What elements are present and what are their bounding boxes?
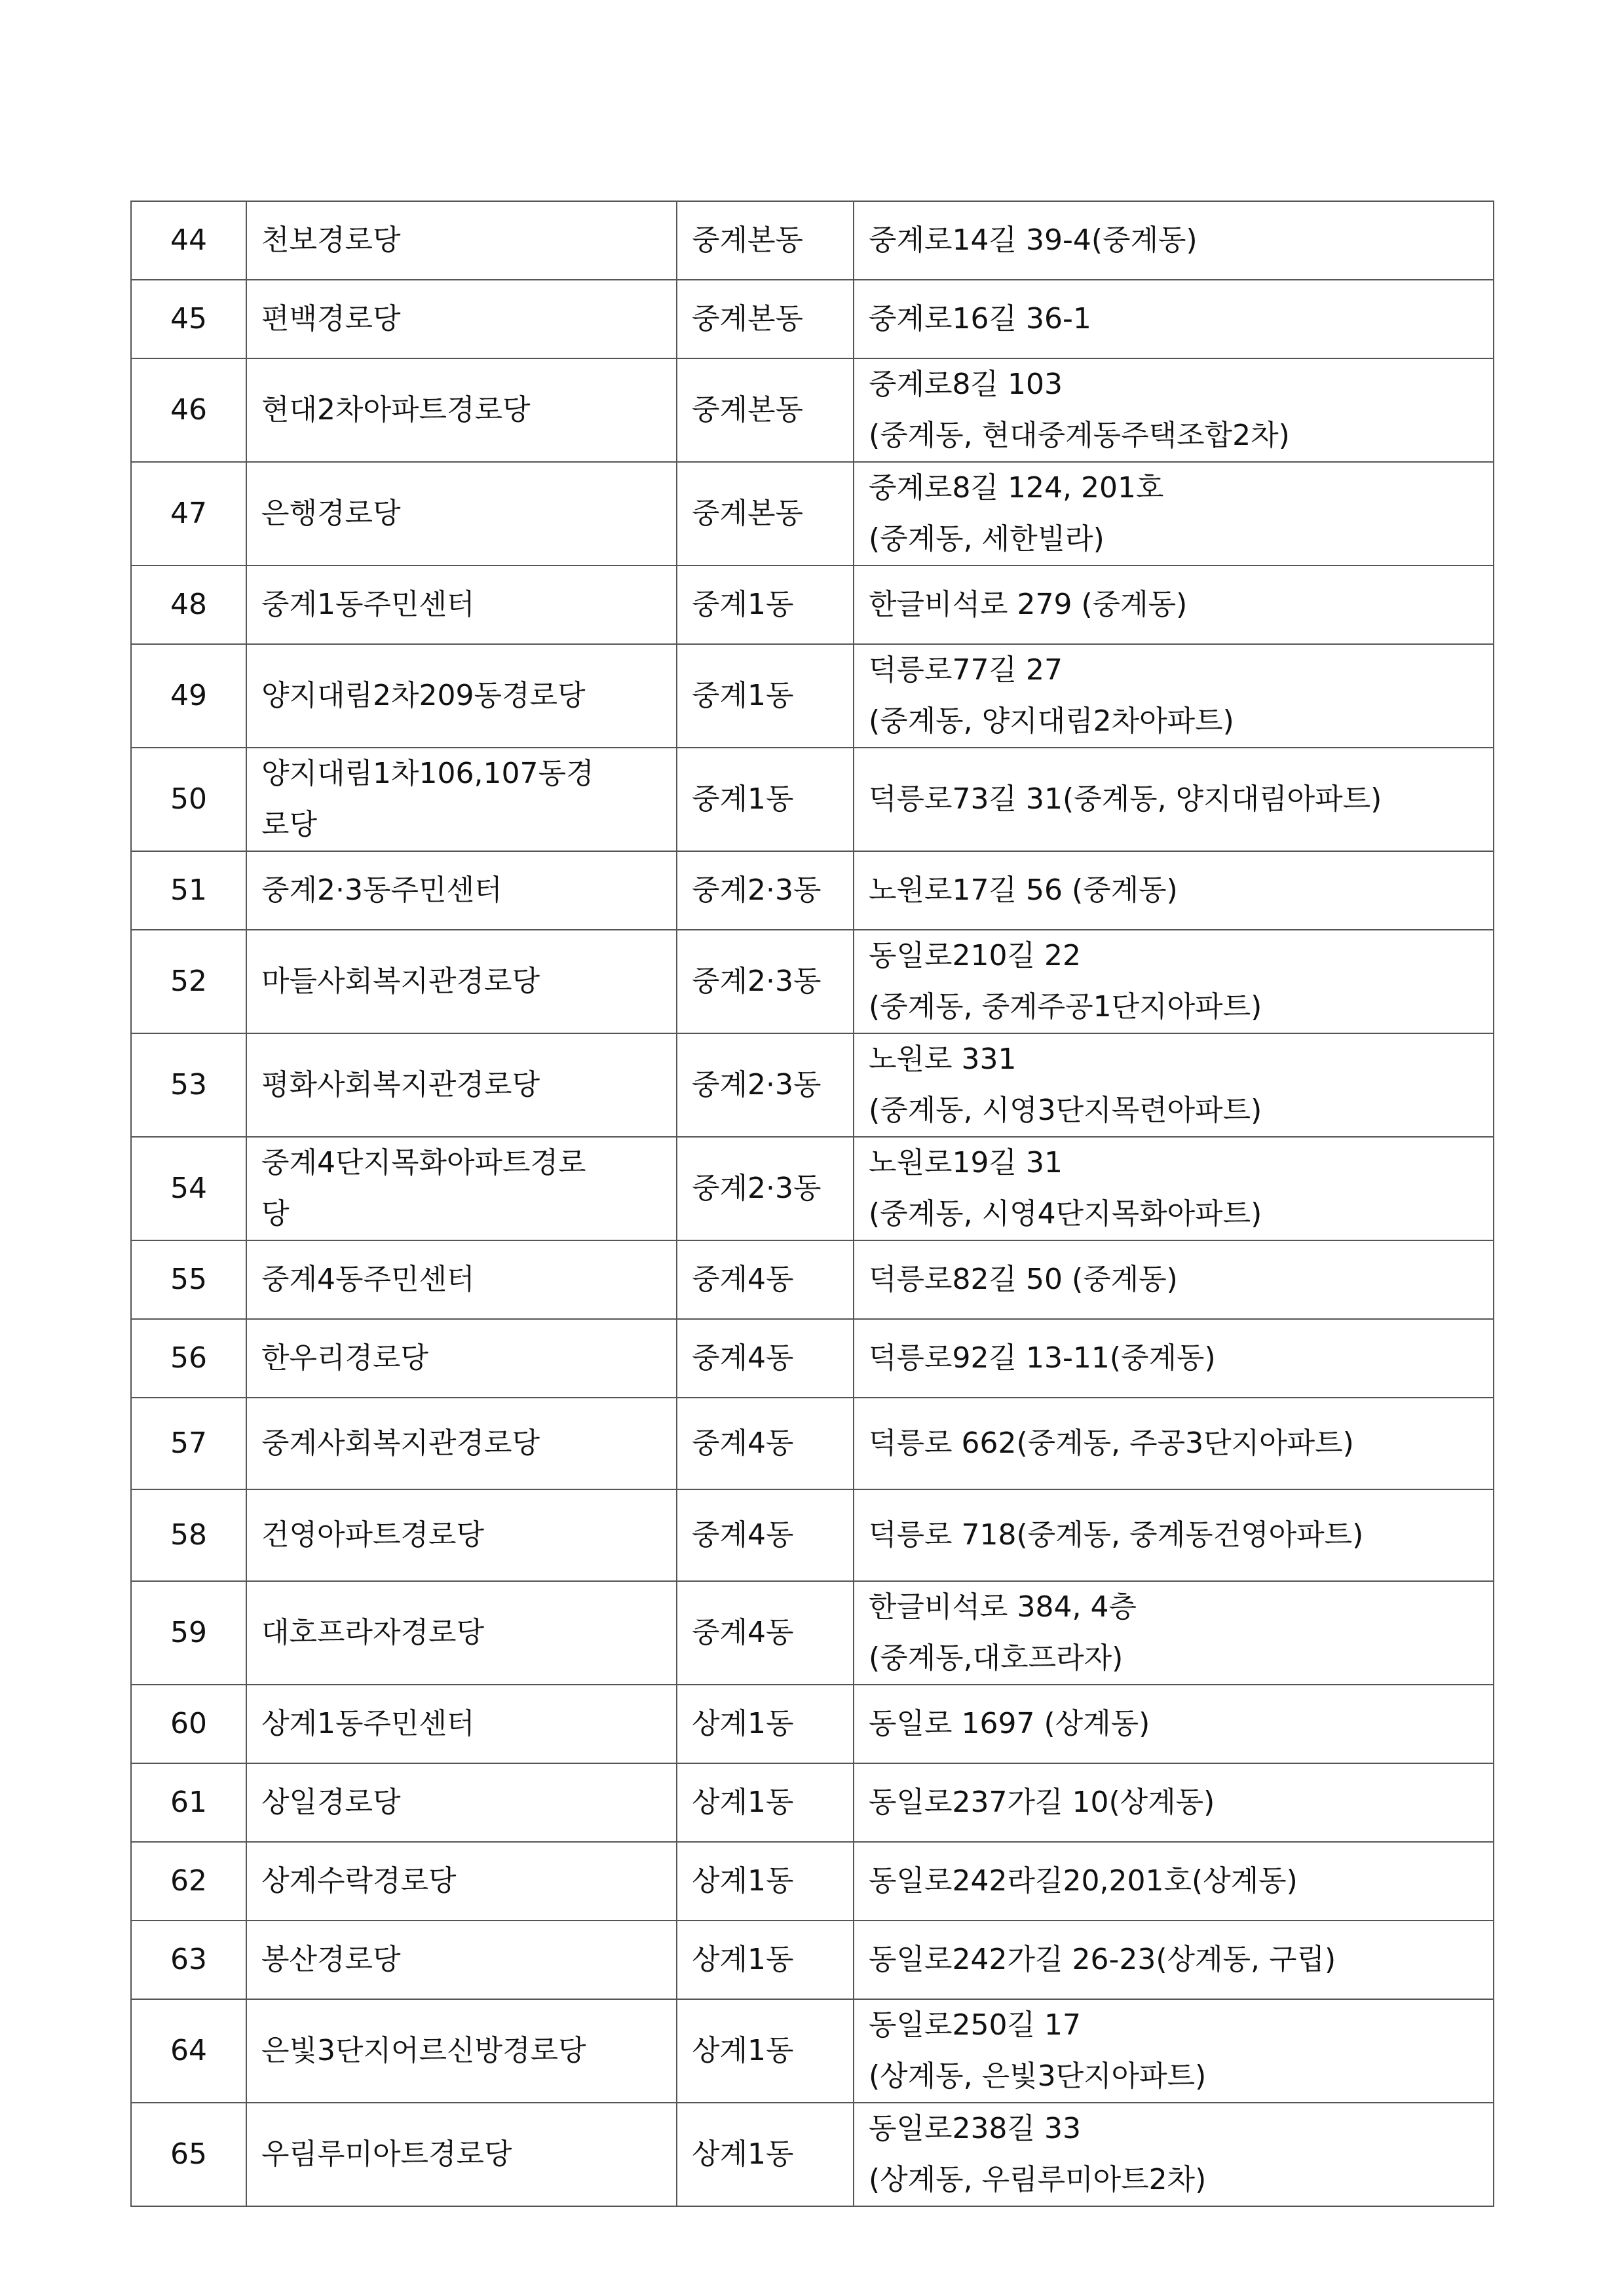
facility-address-line: (중계동, 중계주공1단지아파트) [869,990,1262,1024]
row-number: 59 [131,1581,246,1685]
facility-name-line: 건영아파트경로당 [261,1518,485,1552]
facility-address [854,1240,1494,1319]
facility-address-line: 덕릉로82길 50 (중계동) [869,1263,1178,1296]
facility-address [854,462,1494,565]
facility-name [246,1763,677,1842]
facility-name-line: 우림루미아트경로당 [261,2137,512,2171]
district-name: 중계본동 [677,280,854,358]
row-number: 54 [131,1137,246,1240]
district-name: 중계4동 [677,1581,854,1685]
facility-name [246,1581,677,1685]
facility-address [854,1842,1494,1921]
facility-name-line: 대호프라자경로당 [261,1616,485,1649]
facility-address [854,280,1494,358]
district-name: 중계4동 [677,1240,854,1319]
facility-name [246,851,677,930]
facility-address-line: 동일로250길 17 [869,2008,1081,2042]
facility-address [854,2103,1494,2206]
facility-name-line: 당 [261,1197,290,1231]
row-number: 46 [131,358,246,462]
facility-address-line: 덕릉로92길 13-11(중계동) [869,1341,1216,1375]
row-number: 60 [131,1685,246,1763]
facility-name [246,1240,677,1319]
facility-name [246,1842,677,1921]
facility-name [246,358,677,462]
district-name: 중계4동 [677,1319,854,1398]
facility-address-line: (중계동, 양지대림2차아파트) [869,704,1234,738]
row-number: 50 [131,748,246,851]
district-name: 중계본동 [677,201,854,280]
facility-address [854,1921,1494,1999]
facility-name-line: 중계사회복지관경로당 [261,1426,540,1460]
facility-name [246,201,677,280]
facility-name-line: 은빛3단지어르신방경로당 [261,2034,586,2067]
table-body [131,201,1494,2206]
facility-name-line: 로당 [261,808,318,841]
facility-name [246,1489,677,1581]
facility-name-line: 평화사회복지관경로당 [261,1068,540,1101]
facility-address-line: 덕릉로73길 31(중계동, 양지대림아파트) [869,782,1382,816]
facility-address-line: (중계동, 현대중계동주택조합2차) [869,419,1290,452]
facility-address-line: 노원로 331 [869,1043,1017,1076]
district-name: 중계2·3동 [677,930,854,1033]
facility-address-line: (상계동, 우림루미아트2차) [869,2163,1207,2196]
row-number: 44 [131,201,246,280]
facility-address-line: 동일로237가길 10(상계동) [869,1786,1215,1819]
row-number: 53 [131,1033,246,1137]
facility-address [854,201,1494,280]
facility-address-line: 동일로238길 33 [869,2112,1081,2145]
row-number: 48 [131,565,246,644]
facility-address-line: 동일로 1697 (상계동) [869,1707,1150,1740]
facility-name-line: 중계2·3동주민센터 [261,873,502,907]
row-number: 64 [131,1999,246,2103]
district-name: 중계2·3동 [677,1137,854,1240]
facility-address-line: 동일로210길 22 [869,939,1081,972]
row-number: 52 [131,930,246,1033]
table-row [131,1033,1494,1137]
district-name: 중계4동 [677,1489,854,1581]
facility-address [854,358,1494,462]
row-number: 63 [131,1921,246,1999]
facility-name [246,1398,677,1489]
table-row [131,644,1494,748]
district-name: 중계2·3동 [677,851,854,930]
table-row [131,1319,1494,1398]
facility-address [854,1489,1494,1581]
district-name: 중계2·3동 [677,1033,854,1137]
table-row [131,565,1494,644]
table-row [131,1842,1494,1921]
row-number: 47 [131,462,246,565]
facility-name-line: 마들사회복지관경로당 [261,965,540,998]
table-row [131,1921,1494,1999]
facility-address-line: 덕릉로 718(중계동, 중계동건영아파트) [869,1518,1364,1552]
facility-address [854,1999,1494,2103]
facility-address-line: 한글비석로 279 (중계동) [869,588,1188,621]
facility-address [854,1319,1494,1398]
facility-name [246,565,677,644]
facility-address-line: (중계동, 시영4단지목화아파트) [869,1197,1262,1231]
district-name: 상계1동 [677,2103,854,2206]
facility-name-line: 중계4동주민센터 [261,1263,475,1296]
facility-name [246,1999,677,2103]
row-number: 62 [131,1842,246,1921]
facility-name [246,1137,677,1240]
row-number: 51 [131,851,246,930]
facility-address [854,1685,1494,1763]
facility-address-line: 중계로16길 36-1 [869,302,1091,335]
facility-address-line: 중계로8길 124, 201호 [869,471,1164,505]
facility-address [854,565,1494,644]
district-name: 중계본동 [677,462,854,565]
facility-address [854,930,1494,1033]
facility-address-line: 덕릉로77길 27 [869,653,1063,687]
table-row [131,1999,1494,2103]
facility-address [854,851,1494,930]
facility-address-line: 동일로242라길20,201호(상계동) [869,1864,1298,1898]
row-number: 55 [131,1240,246,1319]
district-name: 중계본동 [677,358,854,462]
facility-name-line: 상일경로당 [261,1786,401,1819]
facility-table [130,201,1494,2207]
table-row [131,748,1494,851]
facility-name-line: 편백경로당 [261,302,401,335]
facility-name [246,930,677,1033]
table-row [131,2103,1494,2206]
row-number: 65 [131,2103,246,2206]
facility-name [246,1921,677,1999]
facility-name [246,462,677,565]
facility-name-line: 상계수락경로당 [261,1864,457,1898]
district-name: 중계1동 [677,565,854,644]
facility-name-line: 상계1동주민센터 [261,1707,475,1740]
facility-address-line: (중계동,대호프라자) [869,1641,1124,1675]
row-number: 49 [131,644,246,748]
facility-name-line: 중계4단지목화아파트경로 [261,1146,586,1179]
facility-name-line: 봉산경로당 [261,1943,401,1976]
facility-address-line: (중계동, 세한빌라) [869,522,1105,556]
facility-name-line: 현대2차아파트경로당 [261,393,531,427]
table-row [131,462,1494,565]
district-name: 상계1동 [677,1921,854,1999]
table-row [131,358,1494,462]
facility-address-line: 중계로8길 103 [869,368,1063,401]
facility-name [246,280,677,358]
table-row [131,851,1494,930]
row-number: 56 [131,1319,246,1398]
facility-address-line: 한글비석로 384, 4층 [869,1590,1137,1624]
table-row [131,1763,1494,1842]
row-number: 58 [131,1489,246,1581]
facility-address-line: 중계로14길 39-4(중계동) [869,223,1198,257]
facility-name [246,748,677,851]
facility-address [854,1398,1494,1489]
facility-address [854,1033,1494,1137]
row-number: 61 [131,1763,246,1842]
facility-address-line: (상계동, 은빛3단지아파트) [869,2059,1207,2093]
table-row [131,930,1494,1033]
facility-address-line: (중계동, 시영3단지목련아파트) [869,1094,1262,1127]
facility-address-line: 동일로242가길 26-23(상계동, 구립) [869,1943,1336,1976]
table-row [131,201,1494,280]
table-row [131,1489,1494,1581]
facility-address [854,1581,1494,1685]
table-row [131,1685,1494,1763]
facility-address-line: 노원로17길 56 (중계동) [869,873,1178,907]
table-row [131,1240,1494,1319]
facility-address [854,1137,1494,1240]
district-name: 중계4동 [677,1398,854,1489]
facility-address [854,1763,1494,1842]
facility-name [246,2103,677,2206]
facility-name [246,1319,677,1398]
table-row [131,1581,1494,1685]
district-name: 상계1동 [677,1999,854,2103]
facility-name-line: 천보경로당 [261,223,401,257]
facility-name-line: 한우리경로당 [261,1341,429,1375]
district-name: 중계1동 [677,748,854,851]
table-row [131,1398,1494,1489]
facility-name [246,1033,677,1137]
facility-name-line: 은행경로당 [261,497,401,530]
table-row [131,280,1494,358]
facility-name [246,1685,677,1763]
row-number: 57 [131,1398,246,1489]
facility-address-line: 노원로19길 31 [869,1146,1063,1179]
facility-name [246,644,677,748]
row-number: 45 [131,280,246,358]
facility-name-line: 양지대림1차106,107동경 [261,757,594,790]
facility-address-line: 덕릉로 662(중계동, 주공3단지아파트) [869,1426,1354,1460]
district-name: 상계1동 [677,1763,854,1842]
facility-address [854,644,1494,748]
table-row [131,1137,1494,1240]
facility-address [854,748,1494,851]
facility-name-line: 양지대림2차209동경로당 [261,679,586,712]
district-name: 중계1동 [677,644,854,748]
district-name: 상계1동 [677,1842,854,1921]
facility-name-line: 중계1동주민센터 [261,588,475,621]
district-name: 상계1동 [677,1685,854,1763]
